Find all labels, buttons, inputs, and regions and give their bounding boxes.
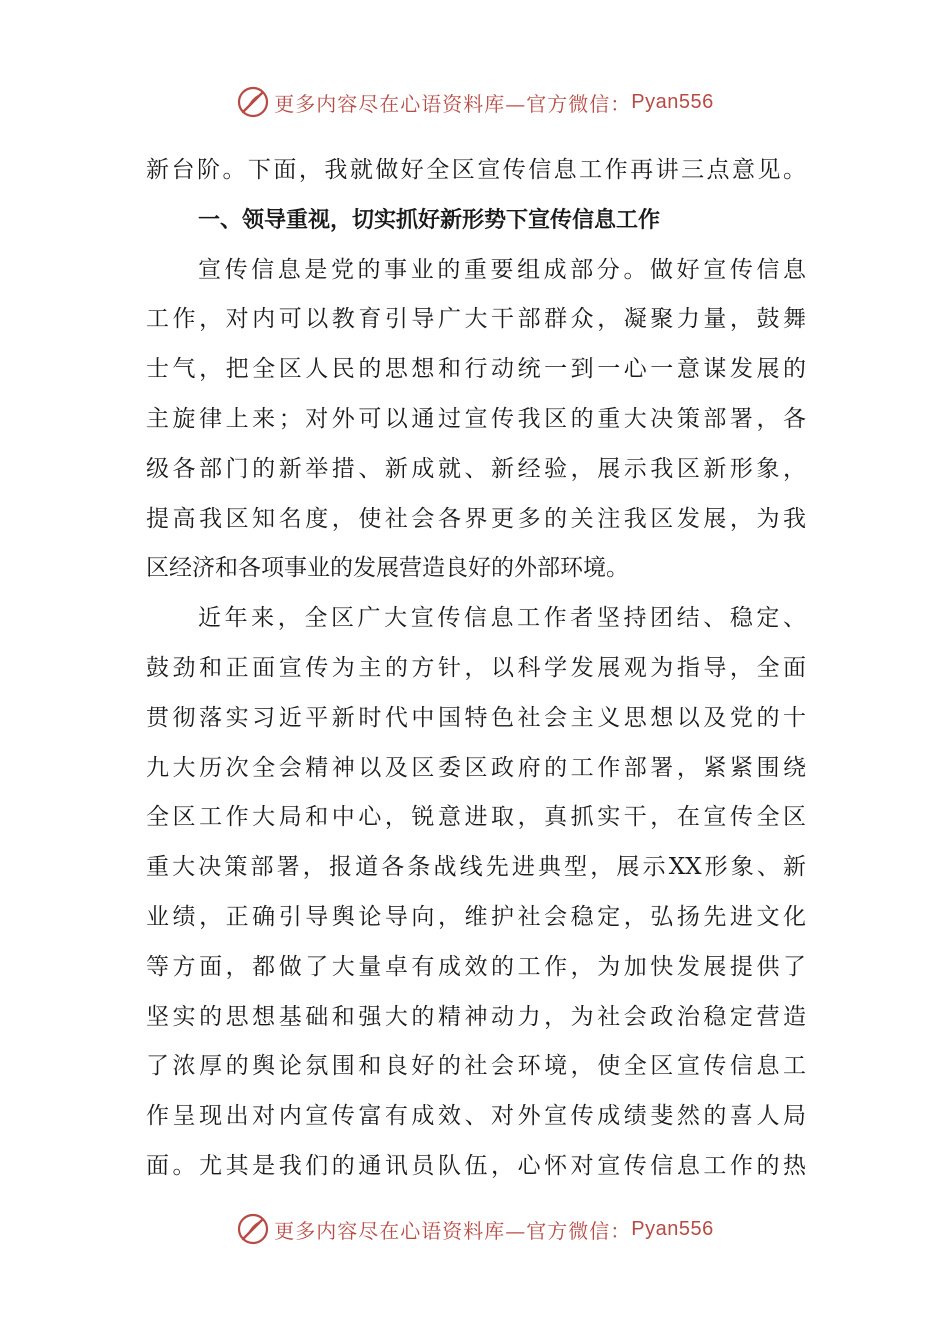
body-line: 作呈现出对内宣传富有成效、对外宣传成绩斐然的喜人局 — [146, 1103, 806, 1130]
body-line: 了浓厚的舆论氛围和良好的社会环境，使全区宣传信息工 — [146, 1053, 806, 1080]
body-line: 提高我区知名度，使社会各界更多的关注我区发展，为我 — [146, 505, 806, 532]
quill-logo-icon — [236, 85, 270, 119]
watermark-text: 更多内容尽在心语资料库—官方微信： — [274, 91, 632, 116]
body-line: 坚实的思想基础和强大的精神动力，为社会政治稳定营造 — [146, 1003, 806, 1030]
body-line: 等方面，都做了大量卓有成效的工作，为加快发展提供了 — [146, 953, 806, 980]
watermark-wechat-id: Pyan556 — [631, 90, 714, 113]
watermark-text: 更多内容尽在心语资料库—官方微信： — [274, 1218, 632, 1243]
body-line: 宣传信息是党的事业的重要组成部分。做好宣传信息 — [198, 256, 806, 283]
body-line: 主旋律上来；对外可以通过宣传我区的重大决策部署，各 — [146, 405, 806, 432]
body-line: 近年来，全区广大宣传信息工作者坚持团结、稳定、 — [198, 605, 806, 632]
body-line: 业绩，正确引导舆论导向，维护社会稳定，弘扬先进文化 — [146, 903, 806, 930]
body-line: 全区工作大局和中心，锐意进取，真抓实干，在宣传全区 — [146, 804, 806, 831]
quill-logo-icon — [236, 1212, 270, 1246]
watermark-wechat-id: Pyan556 — [631, 1217, 714, 1240]
body-line: 九大历次全会精神以及区委区政府的工作部署，紧紧围绕 — [146, 754, 806, 781]
document-body — [146, 146, 806, 1192]
body-line: 新台阶。下面，我就做好全区宣传信息工作再讲三点意见。 — [146, 157, 806, 183]
body-line: 区经济和各项事业的发展营造良好的外部环境。 — [146, 555, 629, 582]
body-line: 鼓劲和正面宣传为主的方针，以科学发展观为指导，全面 — [146, 654, 806, 681]
body-line: 重大决策部署，报道各条战线先进典型，展示XX形象、新 — [146, 854, 806, 881]
body-line: 面。尤其是我们的通讯员队伍，心怀对宣传信息工作的热 — [146, 1152, 806, 1179]
body-line: 级各部门的新举措、新成就、新经验，展示我区新形象， — [146, 455, 806, 482]
watermark-header — [0, 82, 950, 122]
watermark-footer — [0, 1209, 950, 1249]
body-line: 工作，对内可以教育引导广大干部群众，凝聚力量，鼓舞 — [146, 306, 806, 333]
body-line: 士气，把全区人民的思想和行动统一到一心一意谋发展的 — [146, 356, 806, 383]
body-line: 贯彻落实习近平新时代中国特色社会主义思想以及党的十 — [146, 704, 806, 731]
section-heading: 一、领导重视，切实抓好新形势下宣传信息工作 — [198, 207, 661, 233]
